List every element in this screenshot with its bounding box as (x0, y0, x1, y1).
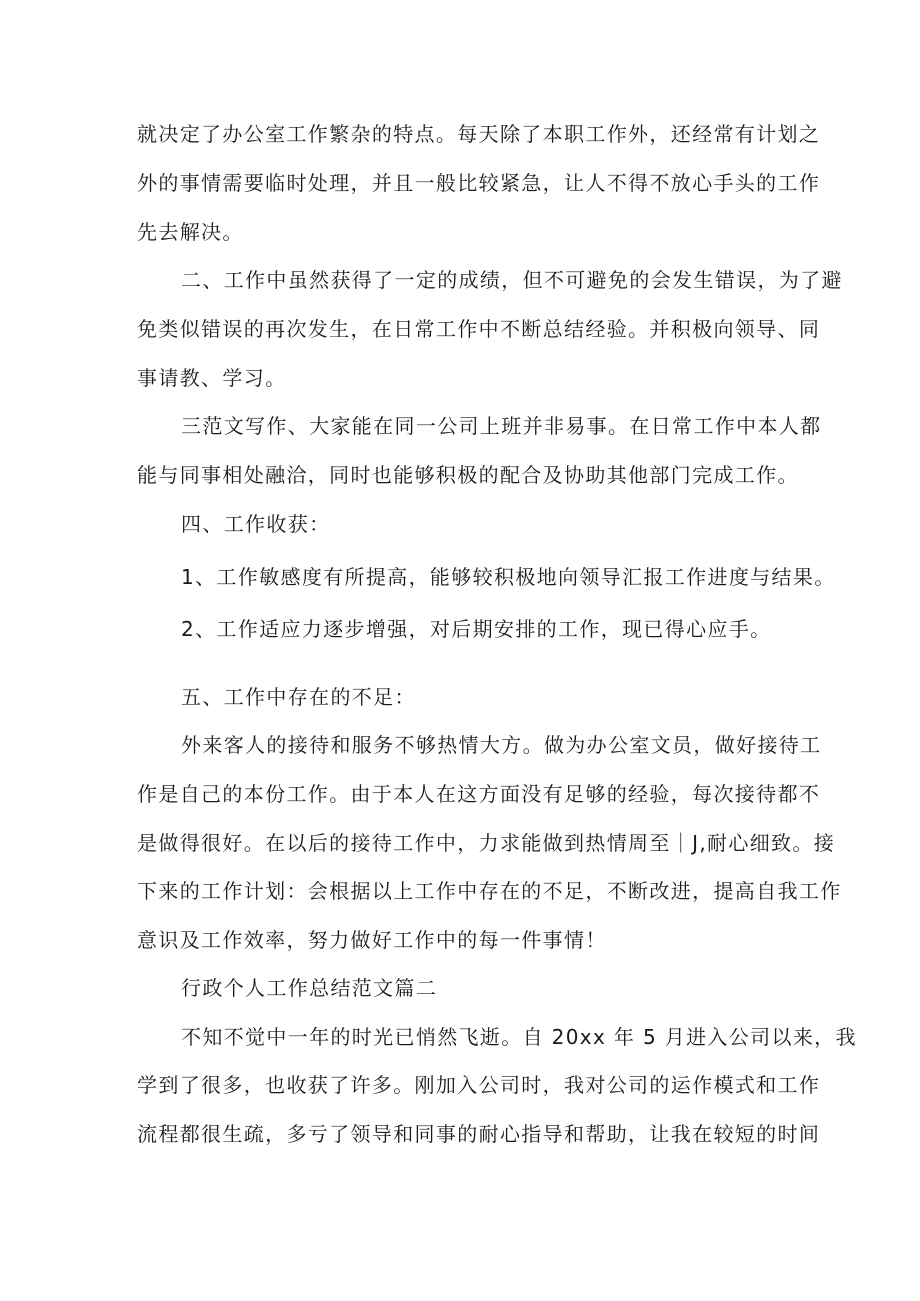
section-heading-4: 四、工作收获： (181, 512, 331, 536)
text-line: 先去解决。 (137, 220, 244, 244)
text-line: 流程都很生疏，多亏了领导和同事的耐心指导和帮助，让我在较短的时间 (137, 1122, 821, 1146)
section-heading-5: 五、工作中存在的不足： (181, 685, 416, 709)
text-line: 外的事情需要临时处理，并且一般比较紧急，让人不得不放心手头的工作 (137, 171, 821, 195)
section-heading-3: 三范文写作、大家能在同一公司上班并非易事。在日常工作中本人都 (181, 414, 822, 438)
text-line: 不知不觉中一年的时光已悄然飞逝。自 20xx 年 5 月进入公司以来，我 (181, 1025, 857, 1049)
text-line: 学到了很多，也收获了许多。刚加入公司时，我对公司的运作模式和工作 (137, 1073, 821, 1097)
text-line: 作是自己的本份工作。由于本人在这方面没有足够的经验，每次接待都不 (137, 782, 821, 806)
text-line: 能与同事相处融洽，同时也能够积极的配合及协助其他部门完成工作。 (137, 463, 799, 487)
article-title: 行政个人工作总结范文篇二 (181, 976, 438, 1000)
text-line: 免类似错误的再次发生，在日常工作中不断总结经验。并积极向领导、同 (137, 317, 821, 341)
list-item: 1、工作敏感度有所提高，能够较积极地向领导汇报工作进度与结果。 (181, 565, 836, 589)
text-line: 意识及工作效率，努力做好工作中的每一件事情！ (137, 928, 607, 952)
text-line: 就决定了办公室工作繁杂的特点。每天除了本职工作外，还经常有计划之 (137, 122, 821, 146)
list-item: 2、工作适应力逐步增强，对后期安排的工作，现已得心应手。 (181, 617, 772, 641)
text-line: 事请教、学习。 (137, 366, 287, 390)
text-line: 下来的工作计划：会根据以上工作中存在的不足，不断改进，提高自我工作 (137, 879, 842, 903)
section-heading-2: 二、工作中虽然获得了一定的成绩，但不可避免的会发生错误，为了避 (181, 268, 843, 292)
text-line: 是做得很好。在以后的接待工作中，力求能做到热情周至｜J,耐心细致。接 (137, 831, 836, 855)
text-line: 外来客人的接待和服务不够热情大方。做为办公室文员，做好接待工 (181, 733, 822, 757)
